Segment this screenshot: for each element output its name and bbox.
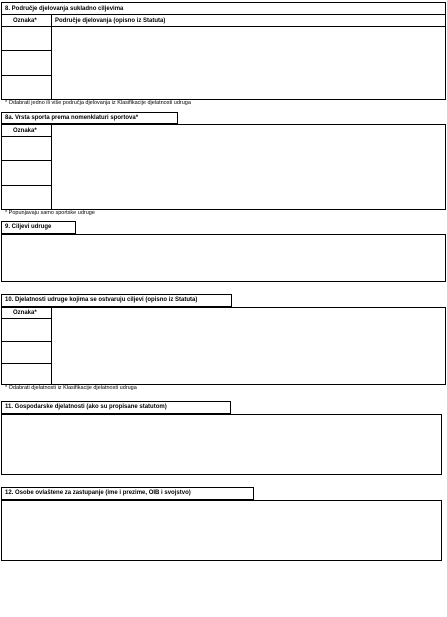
section8-row-divider-2	[1, 75, 51, 76]
section8-col-code: Oznaka*	[13, 18, 37, 24]
section8a-column-divider	[51, 124, 52, 210]
section8-col-desc: Područje djelovanja (opisno iz Statuta)	[55, 18, 166, 24]
section10-header-divider	[1, 318, 51, 319]
section8-header-divider	[1, 26, 446, 27]
section11-title: 11. Gospodarske djelatnosti (ako su propisane statutom)	[1, 401, 231, 414]
section11-box[interactable]	[1, 414, 442, 475]
section10-box	[1, 307, 446, 385]
section8-title-divider	[1, 14, 446, 15]
section8a-box	[1, 124, 446, 210]
section8-column-divider	[51, 14, 52, 100]
section9-title: 9. Ciljevi udruge	[1, 221, 76, 234]
section8a-note: * Popunjavaju samo sportske udruge	[5, 210, 95, 216]
section8a-row-divider-2	[1, 185, 51, 186]
section10-row-divider-1	[1, 341, 51, 342]
section10-column-divider	[51, 307, 52, 385]
section8-note: * Odabrati jedno ili više područja djelovanja iz Klasifikacije djelatnosti udruga	[5, 100, 191, 106]
section8a-title: 8a. Vrsta sporta prema nomenklaturi sportova*	[1, 112, 178, 124]
section10-title: 10. Djelatnosti udruge kojima se ostvaruju ciljevi (opisno iz Statuta)	[1, 294, 232, 307]
section10-col-code: Oznaka*	[13, 310, 37, 316]
section8-title: 8. Područje djelovanja sukladno ciljevima	[5, 6, 124, 12]
section12-title: 12. Osobe ovlaštene za zastupanje (ime i prezime, OIB i svojstvo)	[1, 487, 254, 500]
section8a-row-divider-1	[1, 160, 51, 161]
section9-box[interactable]	[1, 234, 446, 282]
section8a-header-divider	[1, 136, 51, 137]
section12-box[interactable]	[1, 500, 442, 561]
section10-row-divider-2	[1, 363, 51, 364]
section8a-col-code: Oznaka*	[13, 128, 37, 134]
section10-note: * Odabrati djelatnosti iz Klasifikacije djelatnosti udruga	[5, 385, 137, 391]
section8-row-divider-1	[1, 50, 51, 51]
